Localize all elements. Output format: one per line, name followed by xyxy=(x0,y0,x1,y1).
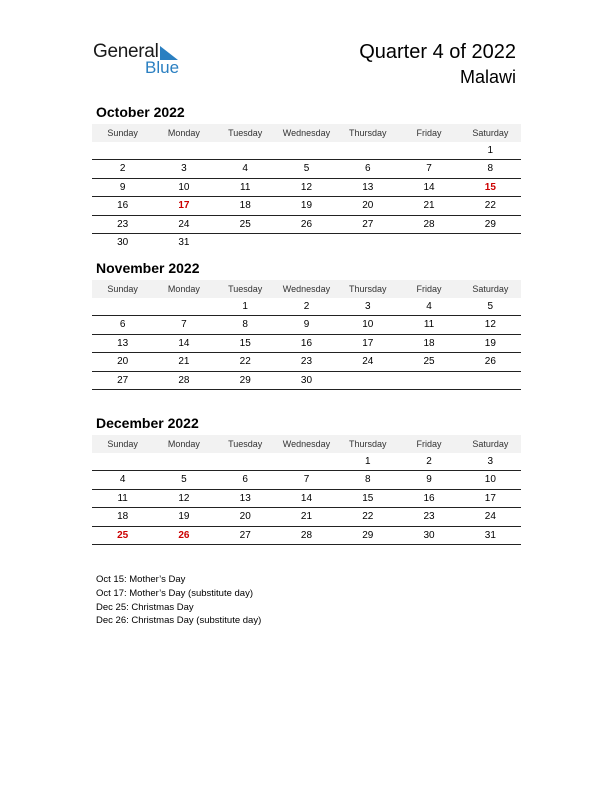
calendar-week-row xyxy=(92,335,521,353)
weekday-label: Wednesday xyxy=(282,128,331,138)
holiday-notes xyxy=(96,573,261,628)
date-cell: 9 xyxy=(303,319,310,331)
date-cell: 31 xyxy=(484,529,496,541)
date-cell: 21 xyxy=(178,356,190,368)
weekday-label: Sunday xyxy=(107,284,138,294)
calendar-week-row xyxy=(92,527,521,545)
calendar-week-row xyxy=(92,353,521,371)
date-cell: 7 xyxy=(181,319,187,331)
date-cell: 16 xyxy=(423,492,435,504)
date-cell: 6 xyxy=(242,474,248,486)
date-cell: 21 xyxy=(300,511,313,523)
date-cell: 23 xyxy=(300,356,313,368)
holiday-note: Dec 25: Christmas Day xyxy=(96,601,194,613)
calendar-week-row xyxy=(92,453,521,471)
date-cell: 31 xyxy=(178,236,190,248)
date-cell xyxy=(215,234,276,251)
date-cell: 13 xyxy=(117,337,129,349)
weekday-label: Wednesday xyxy=(282,439,331,449)
page-title: Quarter 4 of 2022 xyxy=(359,41,516,63)
date-cell: 30 xyxy=(117,236,129,248)
calendar-week-row xyxy=(92,490,521,508)
date-cell: 13 xyxy=(239,492,251,504)
date-cell xyxy=(398,234,459,251)
date-cell xyxy=(153,142,214,159)
date-cell: 22 xyxy=(362,511,374,523)
date-cell xyxy=(215,142,276,159)
date-cell: 4 xyxy=(426,301,432,312)
date-cell: 23 xyxy=(423,511,435,523)
date-cell: 3 xyxy=(487,456,494,467)
date-cell: 8 xyxy=(242,319,248,331)
calendar-week-row xyxy=(92,216,521,234)
holiday-note: Dec 26: Christmas Day (substitute day) xyxy=(96,615,262,627)
date-cell: 2 xyxy=(426,456,432,467)
date-cell xyxy=(215,453,276,470)
date-cell: 9 xyxy=(426,474,432,486)
date-cell xyxy=(276,234,337,251)
holiday-date-cell: 25 xyxy=(117,529,129,541)
date-cell xyxy=(92,142,153,159)
date-cell xyxy=(153,453,214,470)
weekday-label: Sunday xyxy=(107,439,138,449)
date-cell: 11 xyxy=(240,181,251,193)
date-cell: 1 xyxy=(364,456,371,467)
date-cell xyxy=(92,298,153,315)
date-cell: 12 xyxy=(300,181,313,193)
date-cell: 20 xyxy=(362,200,374,212)
date-cell: 11 xyxy=(117,492,128,504)
date-cell: 10 xyxy=(178,181,190,193)
holiday-date-cell: 26 xyxy=(178,529,190,541)
date-cell: 22 xyxy=(484,200,496,212)
date-cell: 30 xyxy=(300,374,313,386)
date-cell: 1 xyxy=(487,145,494,156)
weekday-label: Sunday xyxy=(107,128,138,138)
date-cell: 18 xyxy=(117,511,129,523)
date-cell: 27 xyxy=(239,529,251,541)
weekday-label: Thursday xyxy=(349,439,387,449)
date-cell xyxy=(337,372,398,389)
calendar-week-row xyxy=(92,160,521,178)
date-cell: 29 xyxy=(484,218,496,230)
date-cell xyxy=(398,142,459,159)
country-name: Malawi xyxy=(459,67,516,87)
date-cell: 27 xyxy=(117,374,129,386)
date-cell: 26 xyxy=(484,356,496,368)
date-cell: 25 xyxy=(423,356,435,368)
calendar-week-row xyxy=(92,234,521,251)
date-cell: 24 xyxy=(484,511,496,523)
date-cell: 18 xyxy=(423,337,435,349)
date-cell: 21 xyxy=(423,200,435,212)
weekday-label: Friday xyxy=(416,284,442,294)
date-cell: 16 xyxy=(300,337,313,349)
weekday-header xyxy=(92,280,521,298)
weekday-label: Thursday xyxy=(349,284,387,294)
calendar-week-row xyxy=(92,372,521,390)
date-cell xyxy=(153,298,214,315)
calendar-week-row xyxy=(92,316,521,334)
date-cell: 10 xyxy=(362,319,374,331)
weekday-label: Saturday xyxy=(472,284,509,294)
logo-text-blue: Blue xyxy=(145,58,180,77)
month-november xyxy=(92,259,521,390)
weekday-label: Monday xyxy=(167,284,200,294)
month-december xyxy=(92,414,521,545)
month-title: October 2022 xyxy=(96,104,185,120)
date-cell: 4 xyxy=(242,163,248,175)
date-cell: 15 xyxy=(362,492,374,504)
date-cell: 8 xyxy=(364,474,371,486)
month-title: November 2022 xyxy=(96,260,200,276)
date-cell: 28 xyxy=(178,374,190,386)
weekday-header xyxy=(92,435,521,453)
date-cell: 22 xyxy=(239,356,251,368)
weekday-label: Monday xyxy=(167,128,200,138)
weekday-label: Saturday xyxy=(472,128,509,138)
calendar-week-row xyxy=(92,179,521,197)
date-cell: 20 xyxy=(117,356,129,368)
date-cell: 1 xyxy=(242,301,248,312)
weekday-label: Wednesday xyxy=(282,284,331,294)
date-cell: 7 xyxy=(303,474,310,486)
date-cell: 15 xyxy=(239,337,251,349)
date-cell: 11 xyxy=(423,319,435,331)
date-cell xyxy=(337,142,398,159)
holiday-note: Oct 15: Mother’s Day xyxy=(96,574,186,585)
date-cell: 3 xyxy=(181,163,187,175)
date-cell: 17 xyxy=(484,492,496,504)
date-cell: 7 xyxy=(426,163,432,175)
date-cell: 24 xyxy=(178,218,190,230)
date-cell: 28 xyxy=(423,218,435,230)
date-cell: 9 xyxy=(119,181,126,193)
date-cell: 5 xyxy=(487,301,494,312)
date-cell: 13 xyxy=(362,181,374,193)
date-cell: 27 xyxy=(362,218,374,230)
month-title: December 2022 xyxy=(96,415,199,431)
date-cell: 6 xyxy=(119,319,126,331)
holiday-note: Oct 17: Mother’s Day (substitute day) xyxy=(96,587,253,599)
month-october xyxy=(92,103,521,251)
date-cell: 10 xyxy=(484,474,496,486)
date-cell: 19 xyxy=(300,200,313,212)
date-cell: 18 xyxy=(239,200,251,212)
date-cell: 2 xyxy=(119,163,126,175)
calendar-week-row xyxy=(92,471,521,489)
date-cell xyxy=(92,453,153,470)
date-cell: 12 xyxy=(178,492,190,504)
date-cell: 29 xyxy=(362,529,374,541)
weekday-label: Thursday xyxy=(349,128,387,138)
date-cell xyxy=(460,234,521,251)
date-cell: 20 xyxy=(239,511,251,523)
generalblue-logo xyxy=(93,41,193,77)
date-cell: 14 xyxy=(300,492,313,504)
date-cell: 19 xyxy=(484,337,496,349)
date-cell: 5 xyxy=(303,163,310,175)
weekday-label: Monday xyxy=(167,439,200,449)
weekday-label: Tuesday xyxy=(228,439,263,449)
holiday-date-cell: 15 xyxy=(484,181,496,193)
date-cell: 3 xyxy=(364,301,371,312)
month-grid xyxy=(92,453,521,545)
date-cell xyxy=(276,142,337,159)
calendar-week-row xyxy=(92,298,521,316)
date-cell: 14 xyxy=(423,181,435,193)
date-cell xyxy=(460,372,521,389)
date-cell: 26 xyxy=(300,218,313,230)
date-cell: 30 xyxy=(423,529,435,541)
date-cell: 19 xyxy=(178,511,190,523)
date-cell: 2 xyxy=(303,301,310,312)
calendar-week-row xyxy=(92,197,521,215)
month-grid xyxy=(92,298,521,390)
date-cell: 23 xyxy=(117,218,129,230)
date-cell: 5 xyxy=(181,474,187,486)
month-grid xyxy=(92,142,521,251)
date-cell: 25 xyxy=(239,218,251,230)
date-cell xyxy=(337,234,398,251)
date-cell: 8 xyxy=(487,163,494,175)
date-cell: 6 xyxy=(364,163,371,175)
date-cell: 29 xyxy=(239,374,251,386)
date-cell: 17 xyxy=(362,337,374,349)
weekday-label: Tuesday xyxy=(228,128,263,138)
calendar-week-row xyxy=(92,142,521,160)
weekday-label: Friday xyxy=(416,128,442,138)
date-cell: 16 xyxy=(117,200,129,212)
date-cell: 12 xyxy=(484,319,496,331)
date-cell: 28 xyxy=(300,529,313,541)
holiday-date-cell: 17 xyxy=(178,200,190,212)
date-cell: 14 xyxy=(178,337,190,349)
weekday-label: Friday xyxy=(416,439,442,449)
date-cell xyxy=(276,453,337,470)
date-cell: 24 xyxy=(362,356,374,368)
logo-text-general: General xyxy=(93,41,159,62)
weekday-header xyxy=(92,124,521,142)
calendar-week-row xyxy=(92,508,521,526)
date-cell xyxy=(398,372,459,389)
weekday-label: Saturday xyxy=(472,439,509,449)
weekday-label: Tuesday xyxy=(228,284,263,294)
date-cell: 4 xyxy=(119,474,126,486)
